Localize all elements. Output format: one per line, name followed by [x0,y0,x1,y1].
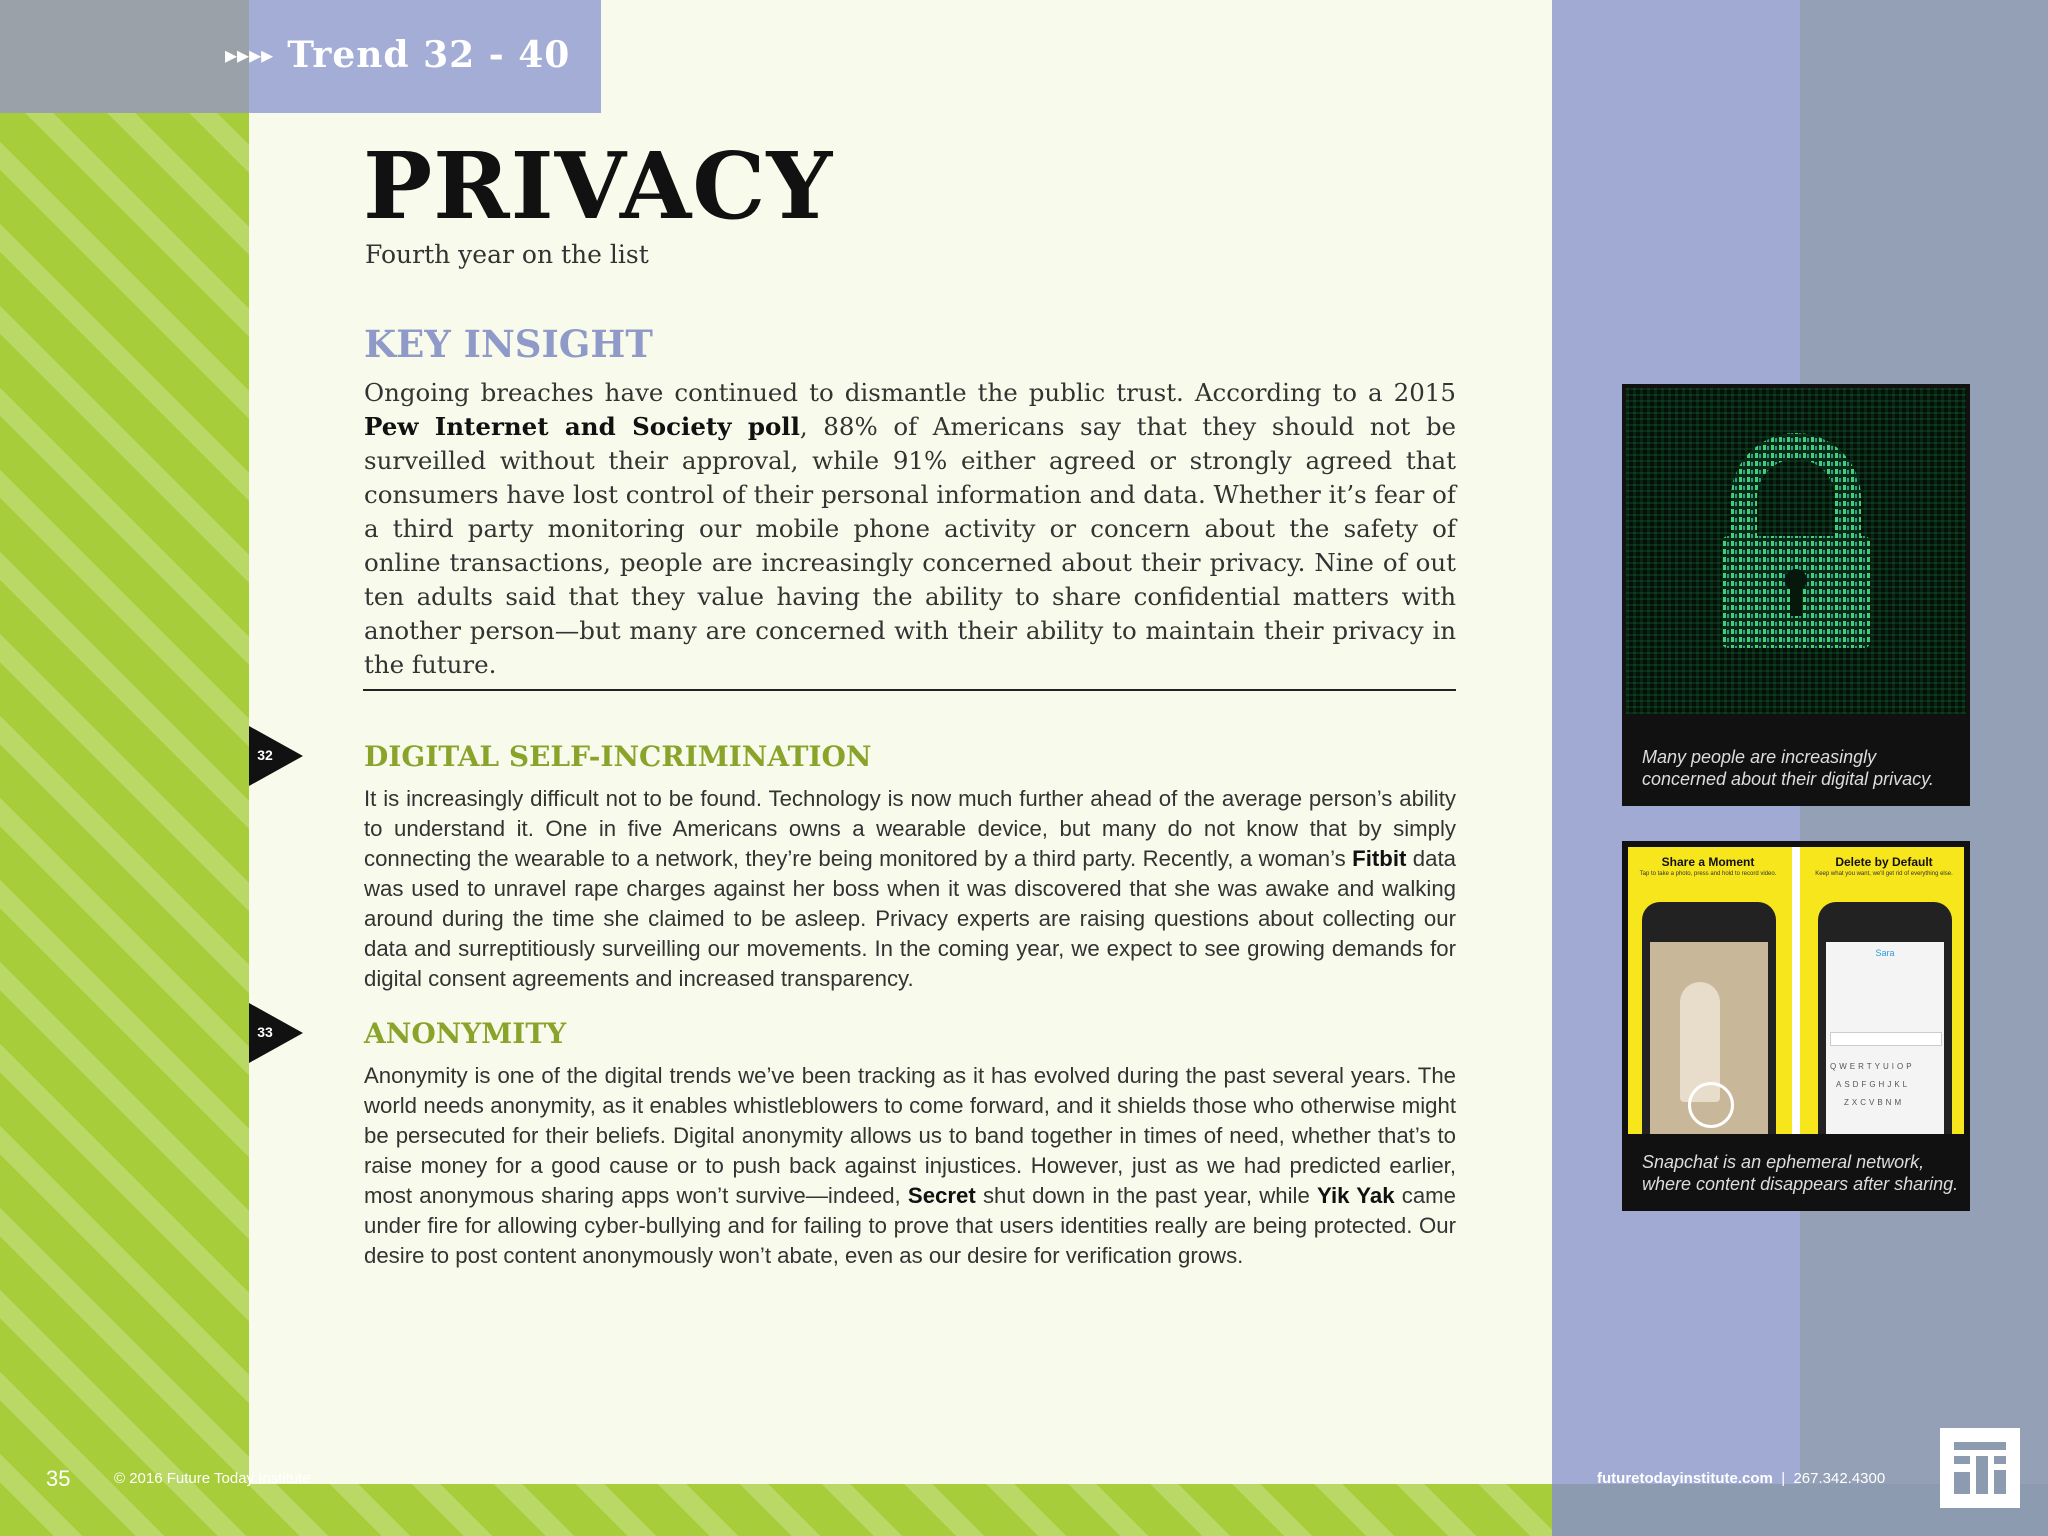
keyboard-row: QWERTYUIOP [1830,1062,1915,1071]
section-text: data was used to unravel rape charges against her boss when it was discovered that she was awake and walking around during the time she claimed to be asleep. Privacy experts are raising questions about collecting our data and surreptitiously surveilling our movements. In the coming year, we expect to see growing demands for digital consent agreements and increased transparency. [364,846,1456,991]
fti-logo-icon [1940,1428,2020,1508]
trend-range-text: Trend 32 - 40 [287,34,571,76]
key-insight-body [364,376,1456,682]
section-heading: ANONYMITY [364,1017,567,1050]
snap-panel-title: Share a Moment [1661,855,1755,869]
copyright: © 2016 Future Today Institute [114,1470,311,1487]
section-text: shut down in the past year, while [975,1183,1318,1208]
section-divider [363,689,1456,691]
phone-photo [1650,942,1768,1134]
yik-yak-link[interactable]: Yik Yak [1317,1183,1395,1208]
panel-separator [1792,847,1800,1134]
page-subtitle: Fourth year on the list [365,240,649,269]
phone-number: 267.342.4300 [1793,1470,1886,1487]
keyboard-row: ASDFGHJKL [1836,1080,1911,1089]
section-text: Anonymity is one of the digital trends we’ve been tracking as it has evolved during the past several years. The world needs anonymity, as it enables whistleblowers to come forward, and it shields those who otherwise might be persecuted for their beliefs. Digital anonymity allows us to band together in times of need, whether that’s to raise money for a good cause or to push back against injustices. However, just as we had predicted earlier, most anonymous sharing apps won’t survive—indeed, [364,1063,1456,1208]
green-bottom-band [0,1484,1552,1536]
fti-logo [1940,1428,2020,1508]
snap-panel-right [1804,847,1964,1134]
green-pattern-band [0,0,249,1536]
chat-input [1830,1032,1942,1046]
footer-separator: | [1781,1470,1786,1487]
section-heading: DIGITAL SELF-INCRIMINATION [364,740,872,773]
key-insight-heading: KEY INSIGHT [364,322,653,366]
fitbit-link[interactable]: Fitbit [1352,846,1407,871]
snap-panel-left [1628,847,1788,1134]
snapchat-image-card [1622,841,1970,1211]
image-caption: Many people are increasingly concerned about their digital privacy. [1642,747,1934,789]
section-body [364,1061,1456,1271]
section-body [364,784,1456,994]
padlock-image [1626,388,1966,714]
snap-panel-subtitle: Tap to take a photo, press and hold to record video. [1639,871,1777,877]
privacy-image-card [1622,384,1970,806]
secret-link[interactable]: Secret [907,1183,976,1208]
snap-panel-title: Delete by Default [1835,855,1933,869]
section-text: came under fire for allowing cyber-bullying and for failing to prove that users identities really are being protected. Our desire to post content anonymously won’t abate, even as our desire for verification grows. [364,1183,1456,1268]
phone-frame [1818,902,1952,1134]
key-insight-text-1: Ongoing breaches have continued to dismantle the public trust. According to a 2015 [364,378,1456,407]
page-title: PRIVACY [363,132,834,240]
keyboard-row: ZXCVBNM [1844,1098,1905,1107]
page-number: 35 [46,1466,71,1491]
header-gray-block [0,0,249,113]
chat-contact-name: Sara [1875,948,1895,958]
phone-chat-screen [1826,942,1944,1134]
website-link[interactable]: futuretodayinstitute.com [1597,1470,1773,1487]
padlock-icon [1626,388,1966,714]
phone-frame [1642,902,1776,1134]
image-caption: Snapchat is an ephemeral network, where content disappears after sharing. [1642,1152,1959,1194]
footer-contact [1597,1470,1885,1487]
trend-number: 33 [257,1024,273,1040]
trend-range-label [225,34,570,76]
snap-panel-subtitle: Keep what you want, we'll get rid of everything else. [1815,871,1953,877]
arrows-icon: ▸▸▸▸ [225,40,274,69]
section-text: It is increasingly difficult not to be found. Technology is now much further ahead of the average person’s ability to understand it. One in five Americans owns a wearable device, but many do not know that by simply connecting the wearable to a network, they’re being monitored by a third party. Recently, a woman’s [364,786,1456,871]
snapchat-screenshot [1628,847,1964,1134]
pew-poll-link[interactable]: Pew Internet and Society poll [364,412,800,441]
trend-number: 32 [257,747,273,763]
key-insight-text-2: , 88% of Americans say that they should not be surveilled without their approval, while 91% either agreed or strongly agreed that consumers have lost control of their personal information and data. Whether it’s fear of a third party monitoring our mobile phone activity or concern about the safety of online transactions, people are increasingly concerned about their privacy. Nine of out ten adults said that they value having the ability to share confidential matters with another person—but many are concerned with their ability to maintain their privacy in the future. [364,412,1456,679]
